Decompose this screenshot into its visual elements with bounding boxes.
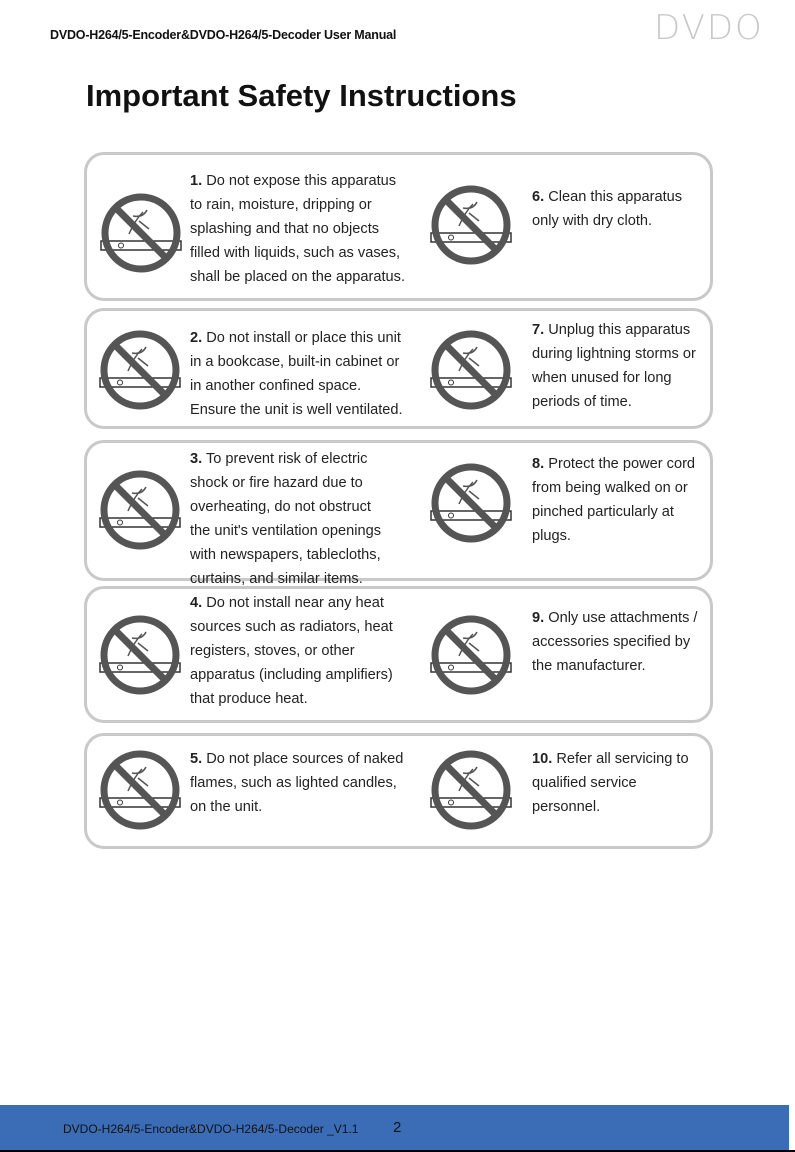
no-heat-source-icon: [98, 613, 182, 697]
no-unauthorized-attachments-icon: [429, 613, 513, 697]
instruction-number: 2.: [190, 330, 203, 346]
footer-text: DVDO-H264/5-Encoder&DVDO-H264/5-Decoder _V1.1: [63, 1122, 359, 1136]
instruction-10-text: [532, 747, 689, 819]
instruction-number: 7.: [532, 322, 545, 338]
instruction-number: 10.: [532, 751, 553, 767]
instruction-body: To prevent risk of electric shock or fire hazard due to overheating, do not obstruct the unit's ventilation openings with newspapers, tablecloths, curtains, and similar items.: [190, 451, 382, 587]
protect-cord-icon: [429, 461, 513, 545]
instruction-body: Do not install or place this unit in a bookcase, built-in cabinet or in another confined space. Ensure the unit is well ventilated.: [190, 330, 403, 418]
instruction-4-text: [190, 591, 393, 711]
instruction-body: Unplug this apparatus during lightning storms or when unused for long periods of time.: [532, 322, 696, 410]
instruction-body: Do not install near any heat sources such as radiators, heat registers, stoves, or other apparatus (including amplifiers) that produce heat.: [190, 595, 393, 707]
unplug-icon: [429, 328, 513, 412]
instruction-8-text: [532, 452, 695, 548]
instruction-number: 9.: [532, 610, 545, 626]
instruction-number: 5.: [190, 751, 203, 767]
instruction-body: Protect the power cord from being walked on or pinched particularly at plugs.: [532, 456, 696, 544]
instruction-2-text: [190, 326, 403, 422]
page-title: Important Safety Instructions: [86, 78, 517, 113]
instruction-number: 1.: [190, 173, 203, 189]
document-header-title: DVDO-H264/5-Encoder&DVDO-H264/5-Decoder User Manual: [50, 28, 397, 42]
instruction-body: Do not expose this apparatus to rain, moisture, dripping or splashing and that no objects filled with liquids, such as vases, shall be placed on the apparatus.: [190, 173, 406, 285]
page-number: 2: [393, 1119, 402, 1136]
instruction-1-text: [190, 169, 405, 289]
instruction-body: Clean this apparatus only with dry cloth.: [532, 189, 683, 229]
instruction-5-text: [190, 747, 403, 819]
instruction-9-text: [532, 606, 697, 678]
instruction-number: 6.: [532, 189, 545, 205]
no-liquids-icon: [99, 191, 183, 275]
instruction-body: Only use attachments / accessories specified by the manufacturer.: [532, 610, 698, 674]
instruction-body: Do not place sources of naked flames, such as lighted candles, on the unit.: [190, 751, 404, 815]
no-wet-cloth-icon: [429, 183, 513, 267]
instruction-6-text: [532, 185, 682, 233]
instruction-3-text: [190, 447, 381, 591]
no-self-service-icon: [429, 748, 513, 832]
instruction-body: Refer all servicing to qualified service personnel.: [532, 751, 689, 815]
instruction-number: 4.: [190, 595, 203, 611]
instruction-number: 3.: [190, 451, 203, 467]
no-flames-icon: [98, 748, 182, 832]
no-confined-space-icon: [98, 328, 182, 412]
no-obstruct-vents-icon: [98, 468, 182, 552]
instruction-number: 8.: [532, 456, 545, 472]
instruction-7-text: [532, 318, 696, 414]
dvdo-logo: DVDO: [654, 8, 764, 48]
